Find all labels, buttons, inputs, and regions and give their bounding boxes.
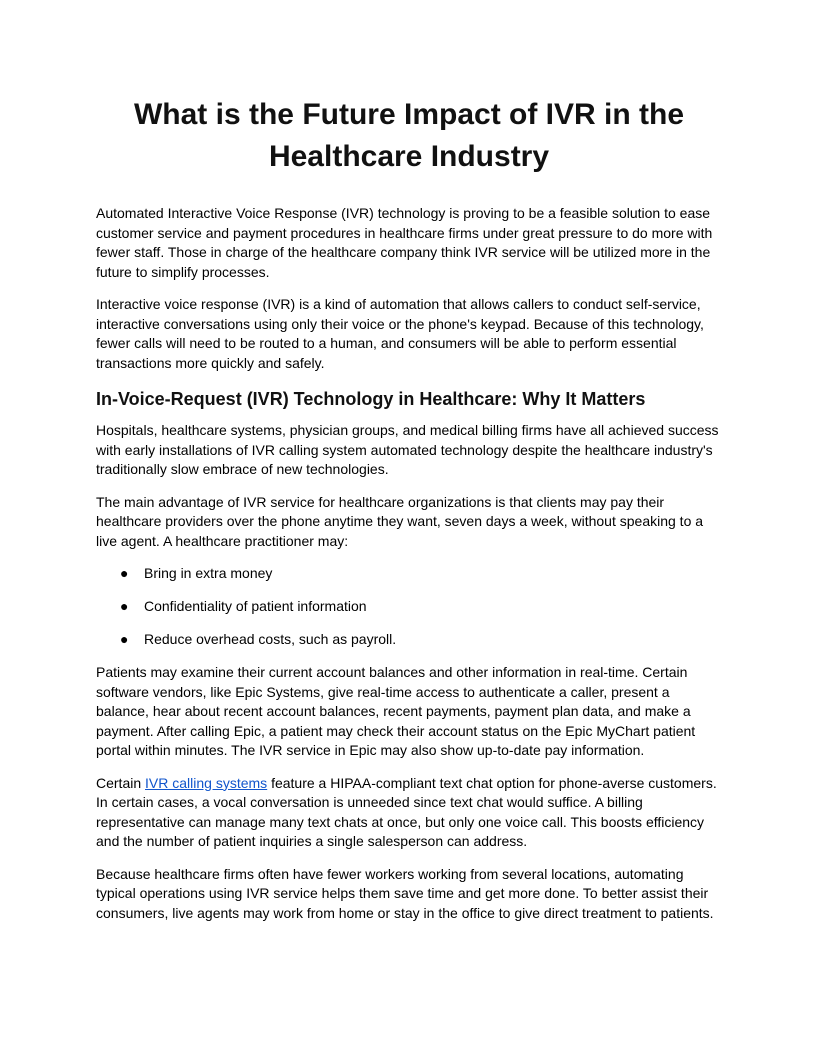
link-paragraph — [96, 774, 722, 852]
page-title: What is the Future Impact of IVR in the Healthcare Industry — [133, 98, 685, 173]
list-item — [96, 630, 722, 650]
bullet-icon: ● — [120, 565, 129, 581]
section-paragraph-1: Hospitals, healthcare systems, physician groups, and medical billing firms have all achieved success with early installations of IVR calling system automated technology despite the healthcare industry's traditionally slow embrace of new technologies. — [96, 422, 719, 477]
link-paragraph-lead: Certain — [96, 774, 146, 791]
bullet-icon: ● — [120, 631, 129, 647]
bullet-icon: ● — [120, 598, 129, 614]
list-item — [96, 564, 722, 584]
list-item — [96, 597, 722, 617]
list-item-text: Bring in extra money — [144, 565, 273, 581]
document-page — [96, 94, 722, 936]
benefits-list — [96, 564, 722, 650]
list-item-text: Reduce overhead costs, such as payroll. — [144, 631, 397, 647]
section-paragraph-2: The main advantage of IVR service for healthcare organizations is that clients may pay their healthcare providers over the phone anytime they want, seven days a week, without speaking to a live agent. A healthcare practitioner may: — [96, 493, 704, 549]
ivr-calling-systems-link[interactable]: IVR calling systems — [145, 774, 268, 791]
section-heading: In-Voice-Request (IVR) Technology in Healthcare: Why It Matters — [96, 389, 646, 409]
epic-paragraph: Patients may examine their current account balances and other information in real-time. Certain software vendors, like Epic Systems, give real-time access to authenticate a caller, present a balance, hear about recent account balances, recent payments, payment plan data, and make a payment. After calling Epic, a patient may check their account status on the Epic MyChart patient portal within minutes. The IVR service in Epic may also show up-to-date pay information. — [96, 664, 696, 758]
final-paragraph: Because healthcare firms often have fewer workers working from several locations, automating typical operations using IVR service helps them save time and get more done. To better assist their consumers, live agents may work from home or stay in the office to give direct treatment to patients. — [96, 865, 714, 921]
intro-paragraph-1: Automated Interactive Voice Response (IVR) technology is proving to be a feasible solution to ease customer service and payment procedures in healthcare firms under great pressure to do more with fewer staff. Those in charge of the healthcare company think IVR service will be utilized more in the future to simplify processes. — [96, 205, 713, 280]
link-paragraph-rest: feature a HIPAA-compliant text chat option for phone-averse customers. In certain cases, a vocal conversation is unneeded since text chat would suffice. A billing representative can manage many text chats at once, but only one voice call. This boosts efficiency and the number of patient inquiries a single salesperson can address. — [96, 774, 717, 849]
list-item-text: Confidentiality of patient information — [144, 598, 367, 614]
intro-paragraph-2: Interactive voice response (IVR) is a kind of automation that allows callers to conduct self-service, interactive conversations using only their voice or the phone's keypad. Because of this technology, fewer calls will need to be routed to a human, and consumers will be able to perform essential transactions more quickly and safely. — [96, 296, 704, 371]
